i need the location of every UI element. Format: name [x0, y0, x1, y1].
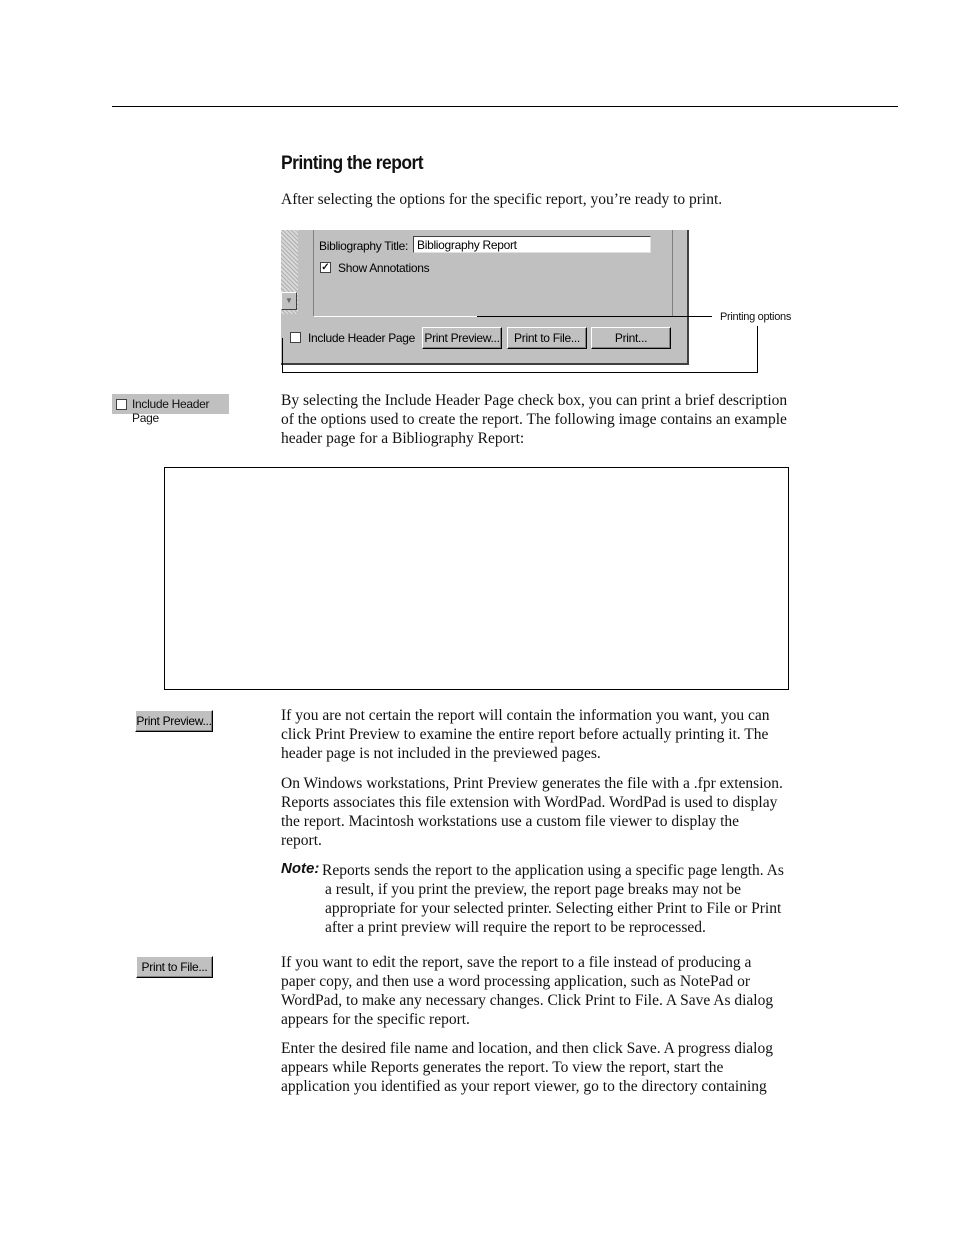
print-preview-paragraph	[281, 706, 841, 763]
note-label: Note:	[281, 860, 320, 877]
header-rule	[112, 106, 898, 107]
callout-bracket-right	[757, 326, 758, 372]
print-to-file-margin-button: Print to File...	[136, 956, 213, 978]
text-line: If you want to edit the report, save the report to a file instead of producing a	[281, 954, 752, 971]
text-line: If you are not certain the report will contain the information you want, you can	[281, 707, 770, 724]
bibliography-title-input: Bibliography Report	[413, 236, 651, 253]
text-line: click Print Preview to examine the entire report before actually printing it. The	[281, 726, 769, 743]
intro-paragraph: After selecting the options for the specific report, you’re ready to print.	[281, 191, 723, 208]
text-line: Reports associates this file extension with WordPad. WordPad is used to display	[281, 794, 778, 811]
text-line: On Windows workstations, Print Preview generates the file with a .fpr extension.	[281, 775, 783, 792]
text-line: Enter the desired file name and location, and then click Save. A progress dialog	[281, 1040, 773, 1057]
text-line: application you identified as your report viewer, go to the directory containing	[281, 1078, 767, 1095]
include-header-paragraph	[281, 391, 841, 448]
text-line: appropriate for your selected printer. Selecting either Print to File or Print	[325, 900, 782, 917]
windows-paragraph	[281, 774, 841, 850]
show-annotations-label: Show Annotations	[338, 261, 430, 275]
text-line: after a print preview will require the report to be reprocessed.	[325, 919, 706, 936]
show-annotations-checkbox: ✓	[321, 262, 330, 273]
print-to-file-button: Print to File...	[507, 327, 587, 349]
text-line: report.	[281, 832, 322, 849]
print-options-dialog-image	[281, 230, 689, 365]
print-to-file-paragraph	[281, 953, 841, 1029]
text-line: WordPad, to make any necessary changes. Click Print to File. A Save As dialog	[281, 992, 774, 1009]
header-page-example-image	[164, 467, 789, 690]
text-line: appears for the specific report.	[281, 1011, 470, 1028]
callout-leader	[477, 316, 712, 317]
bibliography-title-label: Bibliography Title:	[319, 239, 409, 253]
note-paragraph	[322, 861, 852, 937]
text-line: paper copy, and then use a word processing application, such as NotePad or	[281, 973, 751, 990]
callout-bracket-bottom	[282, 372, 758, 373]
save-paragraph	[281, 1039, 841, 1096]
text-line: of the options used to create the report. The following image contains an example	[281, 411, 787, 428]
scroll-down-icon: ▼	[281, 292, 297, 310]
print-preview-margin-button: Print Preview...	[135, 710, 213, 732]
text-line: header page for a Bibliography Report:	[281, 430, 525, 447]
print-button: Print...	[591, 327, 671, 349]
text-line: the report. Macintosh workstations use a custom file viewer to display the	[281, 813, 740, 830]
section-title: Printing the report	[281, 153, 423, 174]
include-header-checkbox	[290, 332, 301, 343]
text-line: Reports sends the report to the application using a specific page length. As	[322, 862, 784, 879]
text-line: By selecting the Include Header Page check box, you can print a brief description	[281, 392, 788, 409]
printing-options-callout: Printing options	[720, 311, 792, 323]
print-preview-button: Print Preview...	[422, 327, 502, 349]
callout-bracket-left	[282, 338, 283, 372]
text-line: header page is not included in the previewed pages.	[281, 745, 601, 762]
include-header-margin-label: Include Header Page	[132, 397, 210, 425]
include-header-margin-checkbox	[116, 399, 127, 410]
text-line: appears while Reports generates the report. To view the report, start the	[281, 1059, 724, 1076]
include-header-margin-image	[112, 394, 229, 425]
include-header-label: Include Header Page	[308, 331, 416, 345]
text-line: a result, if you print the preview, the report page breaks may not be	[325, 881, 742, 898]
